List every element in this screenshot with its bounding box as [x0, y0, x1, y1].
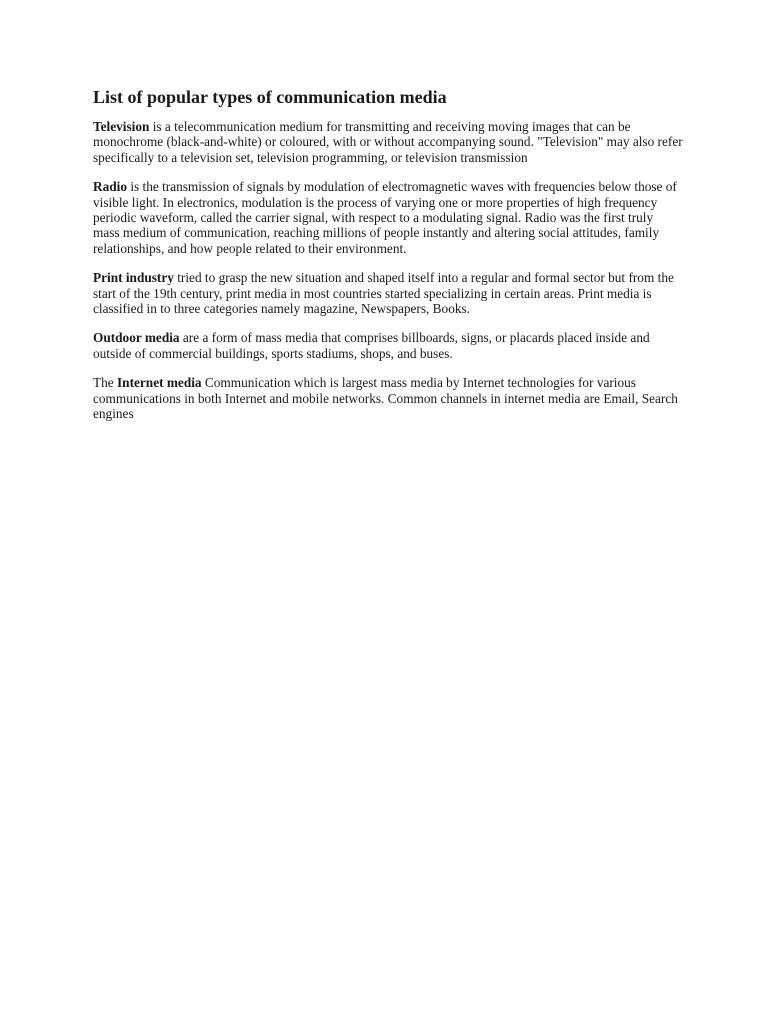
term-internet-media: Internet media: [117, 375, 202, 391]
document-page: [93, 85, 683, 436]
paragraph-text: is the transmission of signals by modulation of electromagnetic waves with frequencies below those of visible light. In electronics, modulation is the process of varying one or more properties of high frequency periodic waveform, called the carrier signal, with respect to a modulating signal. Radio was the first truly mass medium of communication, reaching millions of people instantly and altering social attitudes, family relationships, and how people related to their environment.: [93, 179, 677, 256]
paragraph-radio: [93, 179, 683, 256]
document-title: List of popular types of communication media: [93, 87, 447, 107]
paragraph-text: is a telecommunication medium for transmitting and receiving moving images that can be monochrome (black-and-white) or coloured, with or without accompanying sound. "Television" may also refer specifically to a television set, television programming, or television transmission: [93, 119, 683, 165]
paragraph-outdoor-media: [93, 330, 683, 361]
paragraph-text: Communication which is largest mass media by Internet technologies for various communications in both Internet and mobile networks. Common channels in internet media are Email, Search engines: [93, 375, 678, 422]
term-radio: Radio: [93, 179, 127, 195]
paragraph-text: are a form of mass media that comprises billboards, signs, or placards placed inside and outside of commercial buildings, sports stadiums, shops, and buses.: [93, 330, 650, 361]
term-television: Television: [93, 119, 150, 134]
paragraph-text: tried to grasp the new situation and shaped itself into a regular and formal sector but from the start of the 19th century, print media in most countries started specializing in certain areas. Print media is classified in to three categories namely magazine, Newspapers, Books.: [93, 270, 674, 317]
paragraph-print-industry: [93, 270, 683, 316]
paragraph-internet-media: [93, 375, 683, 421]
paragraph-lead: The: [93, 375, 117, 391]
term-print-industry: Print industry: [93, 270, 174, 286]
term-outdoor-media: Outdoor media: [93, 330, 180, 346]
paragraph-television: [93, 119, 683, 165]
